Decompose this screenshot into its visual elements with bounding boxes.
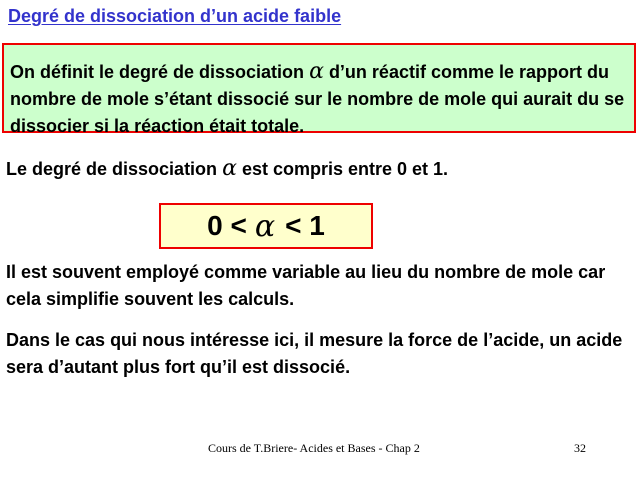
definition-text-end: d’un réactif comme le rapport du nombre de mole s’étant dissocié sur le nombre de mole qui aurait du se dissocier si la réaction était totale. [10,62,625,136]
footer-page-number: 32 [574,441,586,455]
slide-title: Degré de dissociation d’un acide faible [8,6,342,26]
paragraph-strength: Dans le cas qui nous intéresse ici, il mesure la force de l’acide, un acide sera d’autant plus fort qu’il est dissocié. [6,330,623,377]
range-sentence [6,155,636,183]
inequality-left: 0 < [207,210,247,241]
alpha-symbol: α [309,59,324,84]
range-sentence-end: est compris entre 0 et 1. [241,159,449,179]
range-sentence-start: Le degré de dissociation [6,159,218,179]
paragraph-variable: Il est souvent employé comme variable au lieu du nombre de mole car cela simplifie souvent les calculs. [6,262,606,309]
alpha-symbol: α [254,208,276,244]
alpha-symbol: α [222,156,237,181]
inequality-right: < 1 [285,210,325,241]
definition-box [2,43,636,136]
footer-course-label: Cours de T.Briere- Acides et Bases - Chap 2 [208,441,420,455]
definition-text-start: On définit le degré de dissociation [10,62,305,82]
inequality-box [159,203,373,249]
